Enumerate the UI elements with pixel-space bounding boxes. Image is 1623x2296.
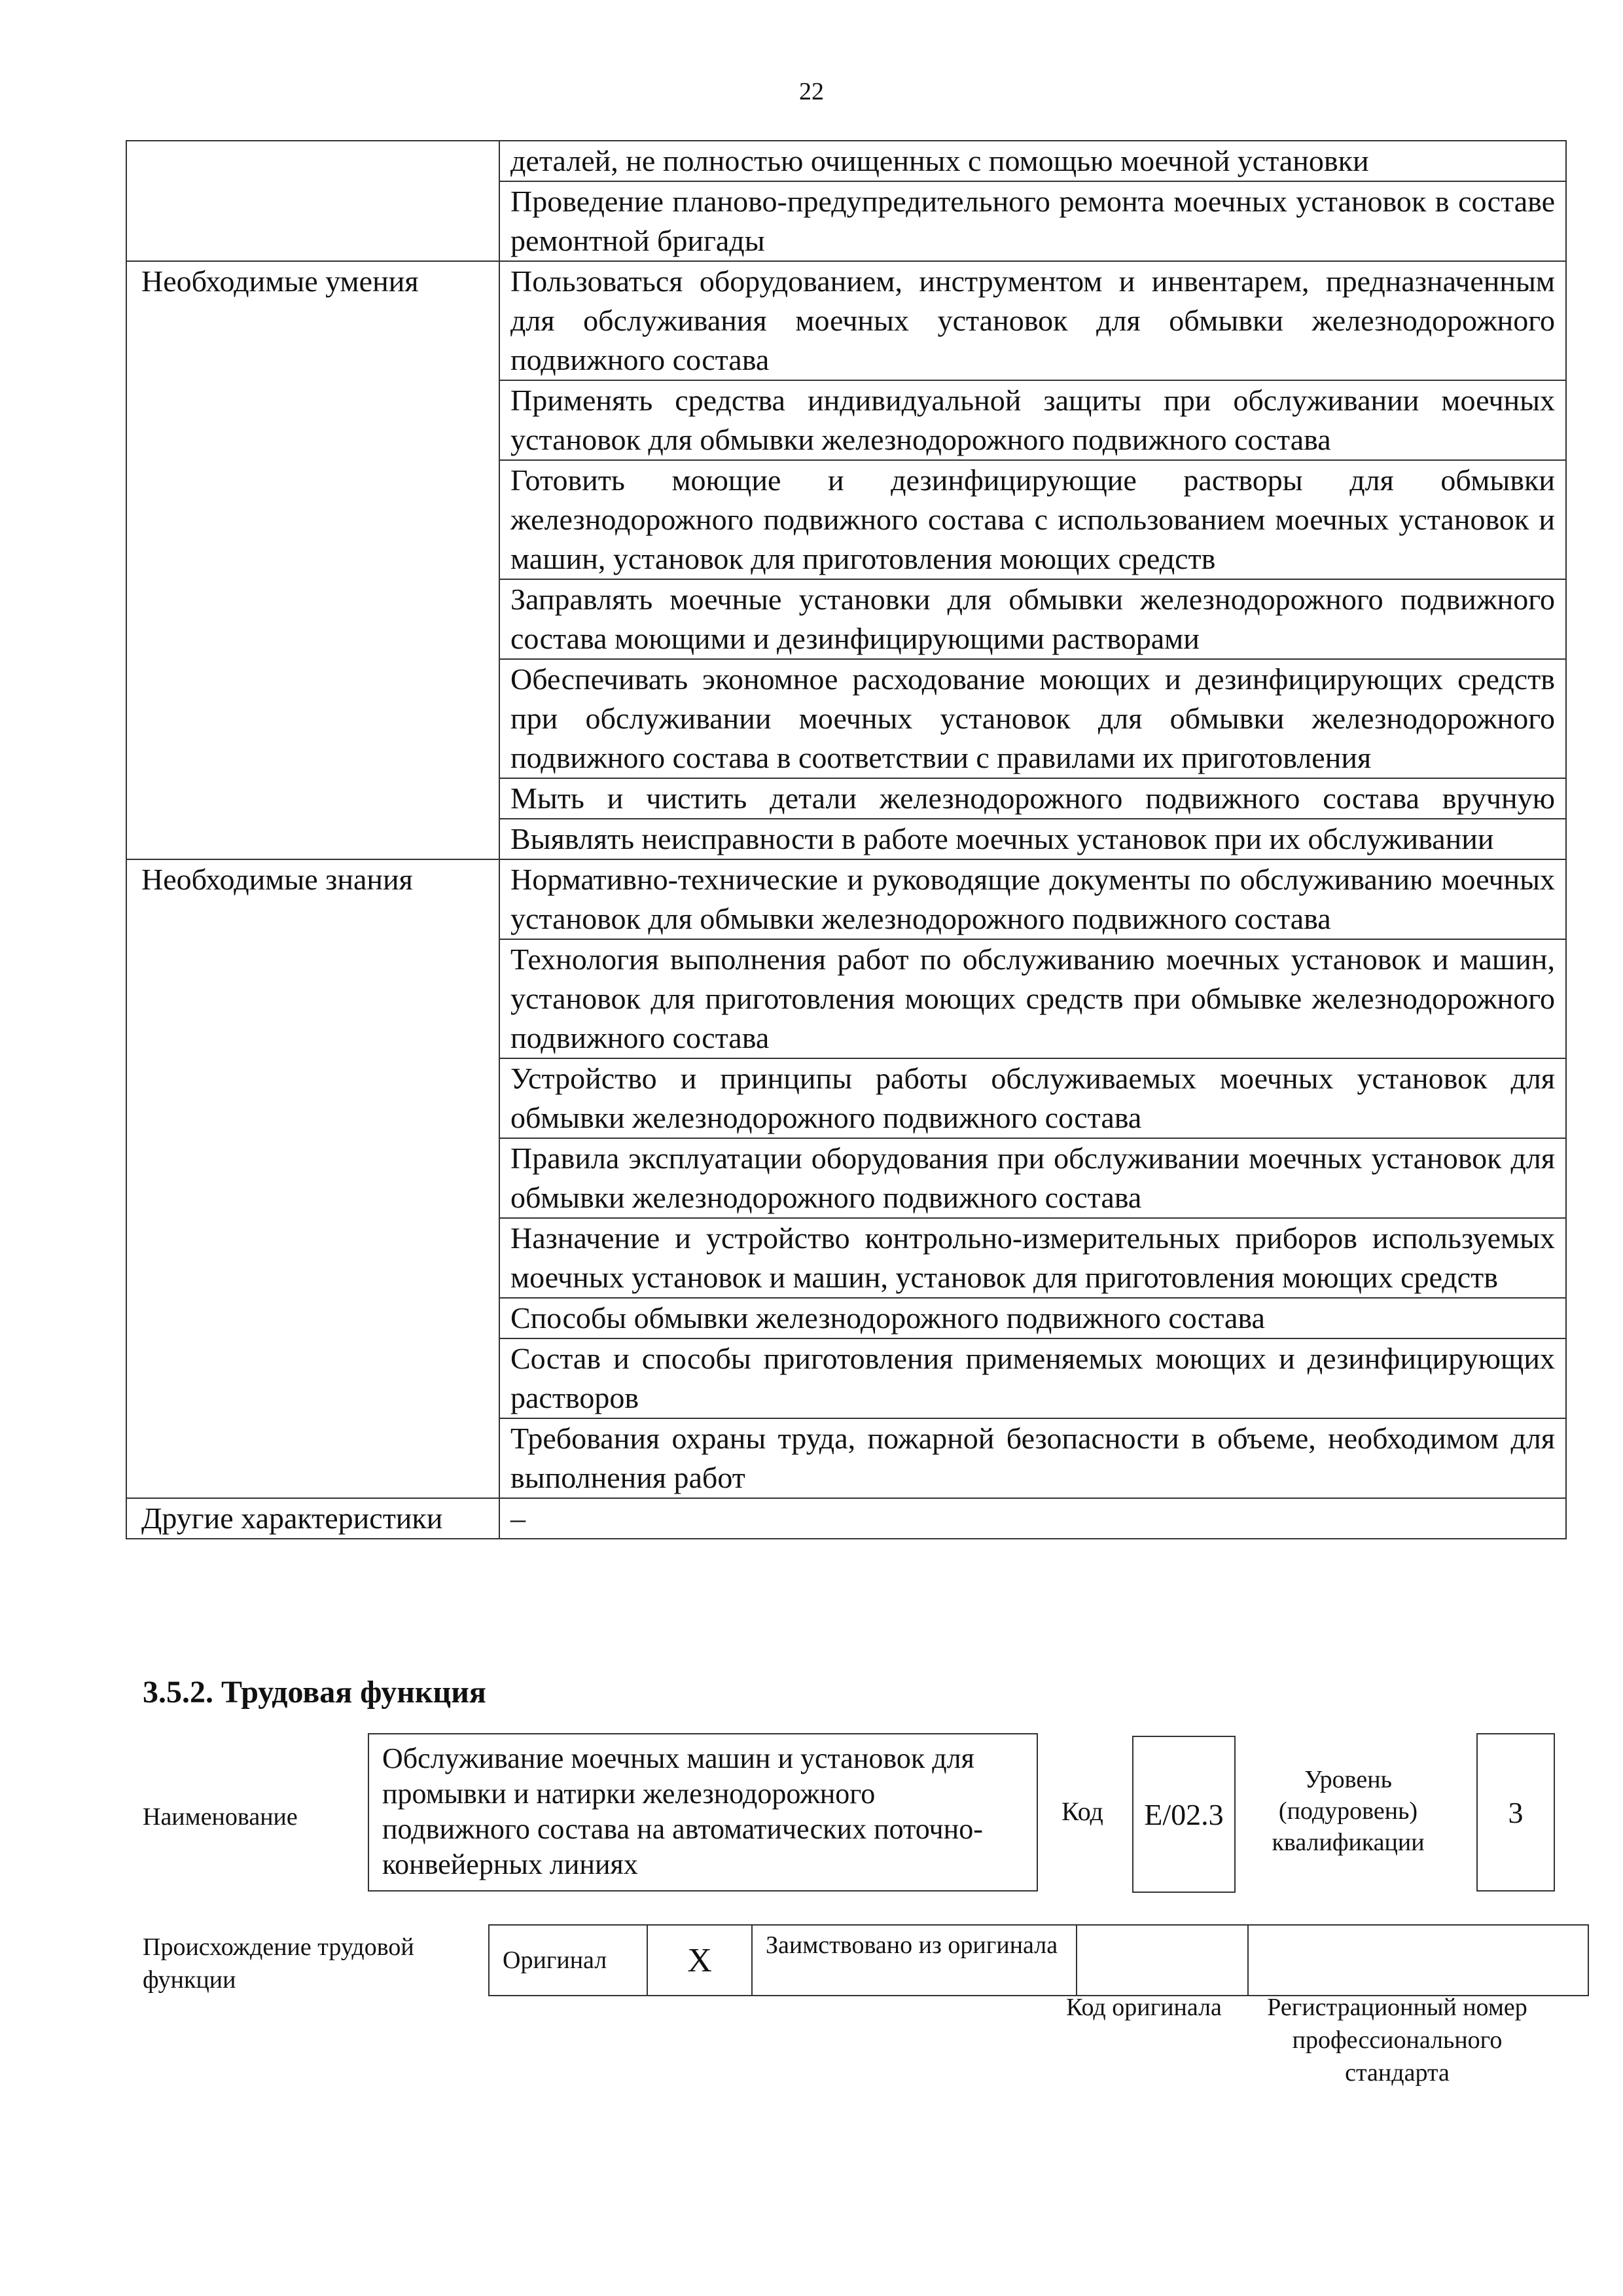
code-value: E/02.3 <box>1144 1797 1224 1831</box>
function-name-box <box>368 1733 1038 1892</box>
row-label <box>126 141 499 261</box>
row-text: Выявлять неисправности в работе моечных установок при их обслуживании <box>499 819 1566 859</box>
level-box <box>1476 1733 1555 1892</box>
row-label-skills: Необходимые умения <box>126 261 499 859</box>
level-value: 3 <box>1508 1795 1524 1829</box>
table-row <box>126 1498 1566 1539</box>
row-label-knowledge: Необходимые знания <box>126 859 499 1498</box>
row-text: Готовить моющие и дезинфицирующие растворы для обмывки железнодорожного подвижного состава с использованием моечных установок и машин, установок для приготовления моющих средств <box>499 460 1566 579</box>
row-text: Нормативно-технические и руководящие документы по обслуживанию моечных установок для обмывки железнодорожного подвижного состава <box>499 859 1566 939</box>
borrowed-label: Заимствовано из оригинала <box>752 1925 1077 1996</box>
row-text: Заправлять моечные установки для обмывки железнодорожного подвижного состава моющими и дезинфицирующими растворами <box>499 579 1566 659</box>
page-number: 22 <box>799 78 824 105</box>
row-label-other: Другие характеристики <box>126 1498 499 1539</box>
origin-label: Происхождение трудовой функции <box>143 1933 414 1994</box>
level-label: Уровень (подуровень) квалификации <box>1272 1766 1425 1856</box>
original-mark: X <box>647 1925 752 1996</box>
row-text: Требования охраны труда, пожарной безопасности в объеме, необходимом для выполнения работ <box>499 1418 1566 1498</box>
table-row <box>489 1925 1588 1996</box>
row-text: Правила эксплуатации оборудования при обслуживании моечных установок для обмывки железнодорожного подвижного состава <box>499 1138 1566 1218</box>
table-row <box>126 261 1566 380</box>
original-code-cell <box>1077 1925 1248 1996</box>
name-label: Наименование <box>143 1803 298 1831</box>
row-text: Технология выполнения работ по обслуживанию моечных установок и машин, установок для приготовления моющих средств при обмывке железнодорожного подвижного состава <box>499 939 1566 1058</box>
row-text: Мыть и чистить детали железнодорожного подвижного состава вручную <box>499 778 1566 819</box>
row-text: Состав и способы приготовления применяемых моющих и дезинфицирующих растворов <box>499 1338 1566 1418</box>
registration-number-caption: Регистрационный номер профессионального стандарта <box>1267 1994 1527 2087</box>
row-text: Пользоваться оборудованием, инструментом и инвентарем, предназначенным для обслуживания моечных установок для обмывки железнодорожного подвижного состава <box>499 261 1566 380</box>
row-text: Обеспечивать экономное расходование моющих и дезинфицирующих средств при обслуживании моечных установок для обмывки железнодорожного подвижного состава в соответствии с правилами их приготовления <box>499 659 1566 778</box>
original-label: Оригинал <box>489 1925 647 1996</box>
row-text: деталей, не полностью очищенных с помощью моечной установки <box>499 141 1566 181</box>
code-box <box>1132 1736 1236 1893</box>
row-text: Устройство и принципы работы обслуживаемых моечных установок для обмывки железнодорожного подвижного состава <box>499 1058 1566 1138</box>
section-heading: 3.5.2. Трудовая функция <box>143 1675 486 1710</box>
registration-number-cell <box>1248 1925 1588 1996</box>
original-code-caption: Код оригинала <box>1066 1994 1222 2021</box>
row-text: – <box>499 1498 1566 1539</box>
row-text: Применять средства индивидуальной защиты при обслуживании моечных установок для обмывки железнодорожного подвижного состава <box>499 380 1566 460</box>
code-label: Код <box>1061 1797 1103 1826</box>
skills-knowledge-table <box>126 140 1567 1539</box>
table-row <box>126 141 1566 181</box>
row-text: Назначение и устройство контрольно-измерительных приборов используемых моечных установок и машин, установок для приготовления моющих средств <box>499 1218 1566 1298</box>
function-name-value: Обслуживание моечных машин и установок для промывки и натирки железнодорожного подвижного состава на автоматических поточно-конвейерных линиях <box>382 1742 983 1880</box>
row-text: Способы обмывки железнодорожного подвижного состава <box>499 1298 1566 1338</box>
table-row <box>126 859 1566 939</box>
row-text: Проведение планово-предупредительного ремонта моечных установок в составе ремонтной бригады <box>499 181 1566 261</box>
origin-table <box>488 1924 1589 1996</box>
